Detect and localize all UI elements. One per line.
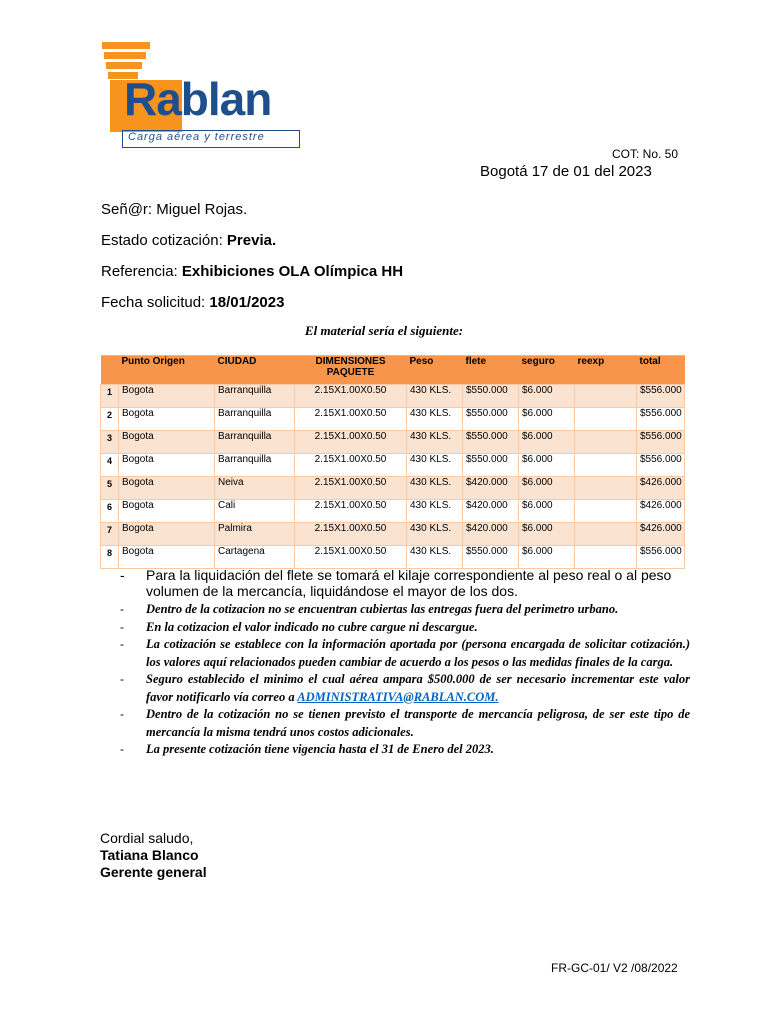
cell-origin: Bogota [119,546,215,569]
header-freight: flete [463,356,519,385]
table-row [101,477,685,500]
cell-city: Barranquilla [215,408,295,431]
note-text: Dentro de la cotizacion no se encuentran cubiertas las entregas fuera del perimetro urbano. [146,602,619,616]
note-text: En la cotizacion el valor indicado no cubre cargue ni descargue. [146,619,478,634]
cell-reexp [575,546,637,569]
logo-tagline: Carga aérea y terrestre [128,131,265,143]
cell-total: $556.000 [637,546,685,569]
cell-origin: Bogota [119,477,215,500]
header-origin: Punto Origen [119,356,215,385]
cell-dimensions: 2.15X1.00X0.50 [295,454,407,477]
row-index: 4 [101,454,119,477]
cell-insurance: $6.000 [519,546,575,569]
row-index: 5 [101,477,119,500]
status-value: Previa. [226,232,277,249]
cell-origin: Bogota [119,385,215,408]
note-text: Seguro establecido el minimo el cual aérea ampara $500.000 de ser necesario incrementar este valor favor notificarlo vía correo a [146,672,690,704]
row-index: 2 [101,408,119,431]
cell-dimensions: 2.15X1.00X0.50 [295,523,407,546]
row-index: 3 [101,431,119,454]
cell-dimensions: 2.15X1.00X0.50 [295,431,407,454]
cell-weight: 430 KLS. [407,546,463,569]
cell-reexp [575,477,637,500]
logo-stripe [102,42,150,49]
table-intro: El material sería el siguiente: [304,323,464,338]
cell-insurance: $6.000 [519,408,575,431]
note-dash: - [120,742,124,756]
cell-dimensions: 2.15X1.00X0.50 [295,546,407,569]
cell-city: Barranquilla [215,385,295,408]
status-label: Estado cotización: [101,232,223,249]
cell-insurance: $6.000 [519,454,575,477]
header-insurance: seguro [519,356,575,385]
reference-line [101,263,403,280]
cell-freight: $420.000 [463,523,519,546]
cell-origin: Bogota [119,523,215,546]
header-dimensions: DIMENSIONES PAQUETE [295,356,407,385]
cell-city: Neiva [215,477,295,500]
logo-stripe [104,52,146,59]
notes-list [120,567,690,759]
cell-city: Palmira [215,523,295,546]
logo-stripe [106,62,142,69]
recipient-label: Señ@r: [101,201,153,218]
note-dash: - [120,567,125,583]
header-city: CIUDAD [215,356,295,385]
row-index: 8 [101,546,119,569]
note-item [120,636,690,671]
note-dash: - [120,619,124,634]
cell-freight: $550.000 [463,431,519,454]
cell-weight: 430 KLS. [407,408,463,431]
form-code: FR-GC-01/ V2 /08/2022 [551,961,678,975]
row-index: 1 [101,385,119,408]
reference-value: Exhibiciones OLA Olímpica HH [181,263,404,280]
cell-insurance: $6.000 [519,385,575,408]
note-item [120,671,690,706]
row-index: 7 [101,523,119,546]
note-item [120,619,690,637]
cell-total: $426.000 [637,477,685,500]
cell-total: $556.000 [637,454,685,477]
cell-origin: Bogota [119,408,215,431]
header-weight: Peso [407,356,463,385]
quote-number: COT: No. 50 [612,147,679,161]
cell-dimensions: 2.15X1.00X0.50 [295,385,407,408]
request-date-line [101,294,284,311]
cell-total: $556.000 [637,385,685,408]
cell-dimensions: 2.15X1.00X0.50 [295,477,407,500]
status-line [101,232,276,249]
recipient-line [101,201,247,218]
cell-origin: Bogota [119,431,215,454]
table-row [101,546,685,569]
table-row [101,454,685,477]
note-item [120,601,690,619]
cell-insurance: $6.000 [519,523,575,546]
closing-greeting: Cordial saludo, [100,830,194,846]
email-link[interactable]: ADMINISTRATIVA@RABLAN.COM. [297,689,499,704]
cell-insurance: $6.000 [519,500,575,523]
request-date-label: Fecha solicitud: [101,294,206,311]
cell-city: Cartagena [215,546,295,569]
cell-weight: 430 KLS. [407,500,463,523]
cell-weight: 430 KLS. [407,454,463,477]
cell-total: $426.000 [637,500,685,523]
logo-wordmark: Rablan [124,73,272,125]
cell-freight: $420.000 [463,500,519,523]
table-header-row [101,356,685,385]
note-dash: - [120,602,124,616]
cell-freight: $550.000 [463,546,519,569]
cell-weight: 430 KLS. [407,477,463,500]
reference-label: Referencia: [101,263,178,280]
header-total: total [637,356,685,385]
header-index [101,356,119,385]
signer-name: Tatiana Blanco [100,847,199,863]
signer-title: Gerente general [100,864,207,880]
cell-freight: $550.000 [463,454,519,477]
cell-reexp [575,385,637,408]
cell-reexp [575,408,637,431]
table-row [101,408,685,431]
note-item [120,706,690,741]
cell-dimensions: 2.15X1.00X0.50 [295,408,407,431]
cell-city: Barranquilla [215,431,295,454]
note-dash: - [120,637,124,651]
cell-total: $426.000 [637,523,685,546]
note-text: Para la liquidación del flete se tomará el kilaje correspondiente al peso real o al peso volumen de la mercancía, liquidándose el mayor de los dos. [146,567,672,599]
note-item [120,741,690,759]
table-row [101,500,685,523]
cell-reexp [575,431,637,454]
note-text: La presente cotización tiene vigencia hasta el 31 de Enero del 2023. [146,742,494,756]
cell-freight: $550.000 [463,408,519,431]
request-date-value: 18/01/2023 [209,294,285,311]
cell-city: Barranquilla [215,454,295,477]
cell-city: Cali [215,500,295,523]
company-logo [96,40,306,150]
table-row [101,385,685,408]
document-date: Bogotá 17 de 01 del 2023 [480,163,652,180]
recipient-name: Miguel Rojas. [156,201,248,218]
cell-origin: Bogota [119,500,215,523]
note-dash: - [120,707,124,721]
closing-block [100,830,207,881]
cell-total: $556.000 [637,431,685,454]
cell-reexp [575,454,637,477]
cell-weight: 430 KLS. [407,431,463,454]
note-dash: - [120,672,124,686]
cell-weight: 430 KLS. [407,385,463,408]
cell-origin: Bogota [119,454,215,477]
cell-insurance: $6.000 [519,431,575,454]
cell-insurance: $6.000 [519,477,575,500]
header-reexp: reexp [575,356,637,385]
note-text: Dentro de la cotización no se tienen previsto el transporte de mercancía peligrosa, de ser este tipo de mercancía la misma tendrá unos costos adicionales. [146,707,690,739]
cell-dimensions: 2.15X1.00X0.50 [295,500,407,523]
quote-table [100,355,684,569]
cell-reexp [575,523,637,546]
cell-freight: $420.000 [463,477,519,500]
table-row [101,431,685,454]
cell-reexp [575,500,637,523]
row-index: 6 [101,500,119,523]
note-item [120,567,690,599]
cell-freight: $550.000 [463,385,519,408]
note-text: La cotización se establece con la información aportada por (persona encargada de solicitar cotización.) los valores aquí relacionados pueden cambiar de acuerdo a los pesos o las medidas finales de la carga. [146,637,690,669]
table-row [101,523,685,546]
cell-total: $556.000 [637,408,685,431]
cell-weight: 430 KLS. [407,523,463,546]
